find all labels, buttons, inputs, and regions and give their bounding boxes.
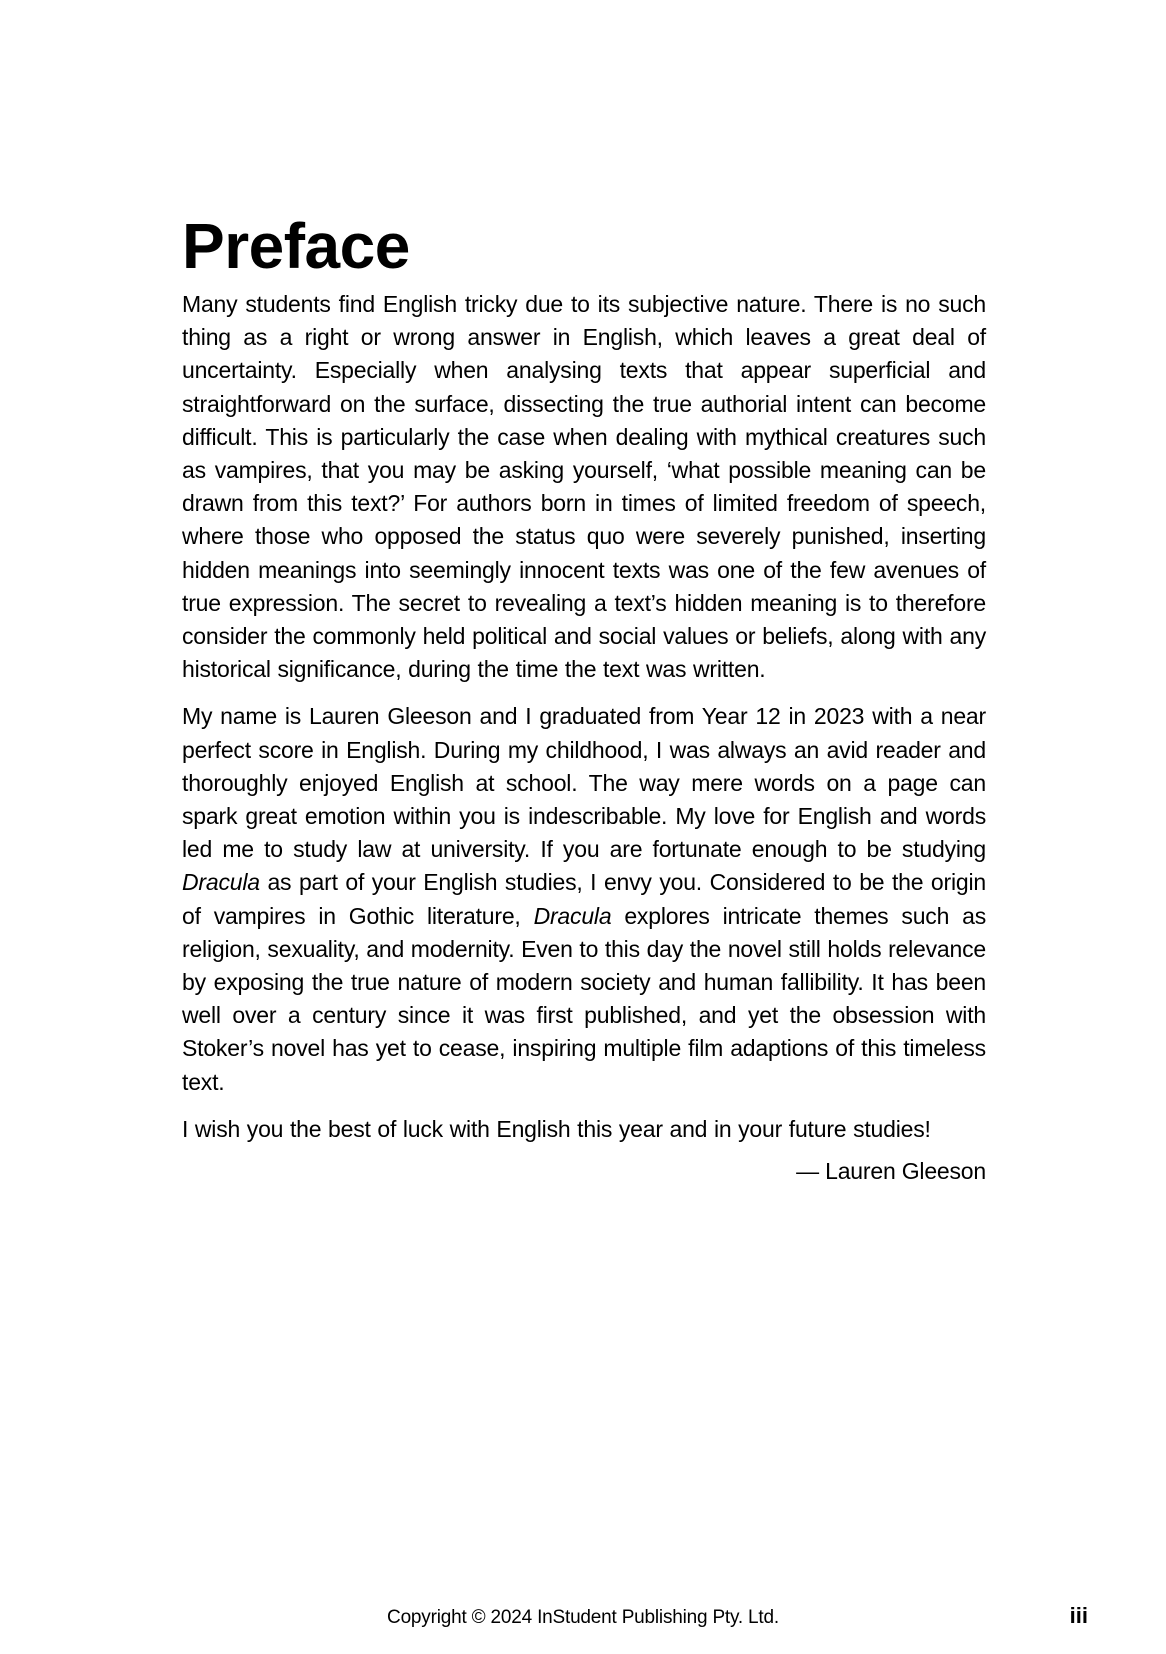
author-signature: — Lauren Gleeson: [796, 1158, 986, 1185]
paragraph-text: explores intricate themes such as religion, sexuality, and modernity. Even to this day the novel still holds relevance by exposing the true nature of modern society and human fallibility. It has been well over a century since it was first published, and yet the obsession with Stoker’s novel has yet to cease, inspiring multiple film adaptions of this timeless text.: [182, 902, 987, 1095]
paragraph-intro: [182, 288, 986, 686]
paragraph-text: My name is Lauren Gleeson and I graduated from Year 12 in 2023 with a near perfect score in English. During my childhood, I was always an avid reader and thoroughly enjoyed English at school. The way mere words on a page can spark great emotion within you is indescribable. My love for English and words led me to study law at university. If you are fortunate enough to be studying: [182, 703, 986, 863]
book-title-dracula: Dracula: [182, 869, 260, 896]
book-title-dracula: Dracula: [533, 902, 612, 929]
footer-copyright: Copyright © 2024 InStudent Publishing Pty. Ltd.: [387, 1607, 779, 1628]
preface-content: [182, 210, 986, 1188]
page-number: iii: [1069, 1603, 1088, 1628]
paragraph-text: Many students find English tricky due to its subjective nature. There is no such thing as a right or wrong answer in English, which leaves a great deal of uncertainty. Especially when analysing texts that appear superficial and straightforward on the surface, dissecting the true authorial intent can become difficult. This is particularly the case when dealing with mythical creatures such as vampires, that you may be asking yourself, ‘what possible meaning can be drawn from this text?’ For authors born in times of limited freedom of speech, where those who opposed the status quo were severely punished, inserting hidden meanings into seemingly innocent texts was one of the few avenues of true expression. The secret to revealing a text’s hidden meaning is to therefore consider the commonly held political and social values or beliefs, along with any historical significance, during the time the text was written.: [182, 291, 986, 683]
paragraph-author-bio: [182, 700, 986, 1098]
paragraph-closing: I wish you the best of luck with English this year and in your future studies!: [182, 1115, 931, 1142]
page-title: Preface: [182, 210, 410, 282]
paragraph-text: as part of your English studies, I envy you. Considered to be the origin of vampires in Gothic literature,: [182, 869, 986, 929]
